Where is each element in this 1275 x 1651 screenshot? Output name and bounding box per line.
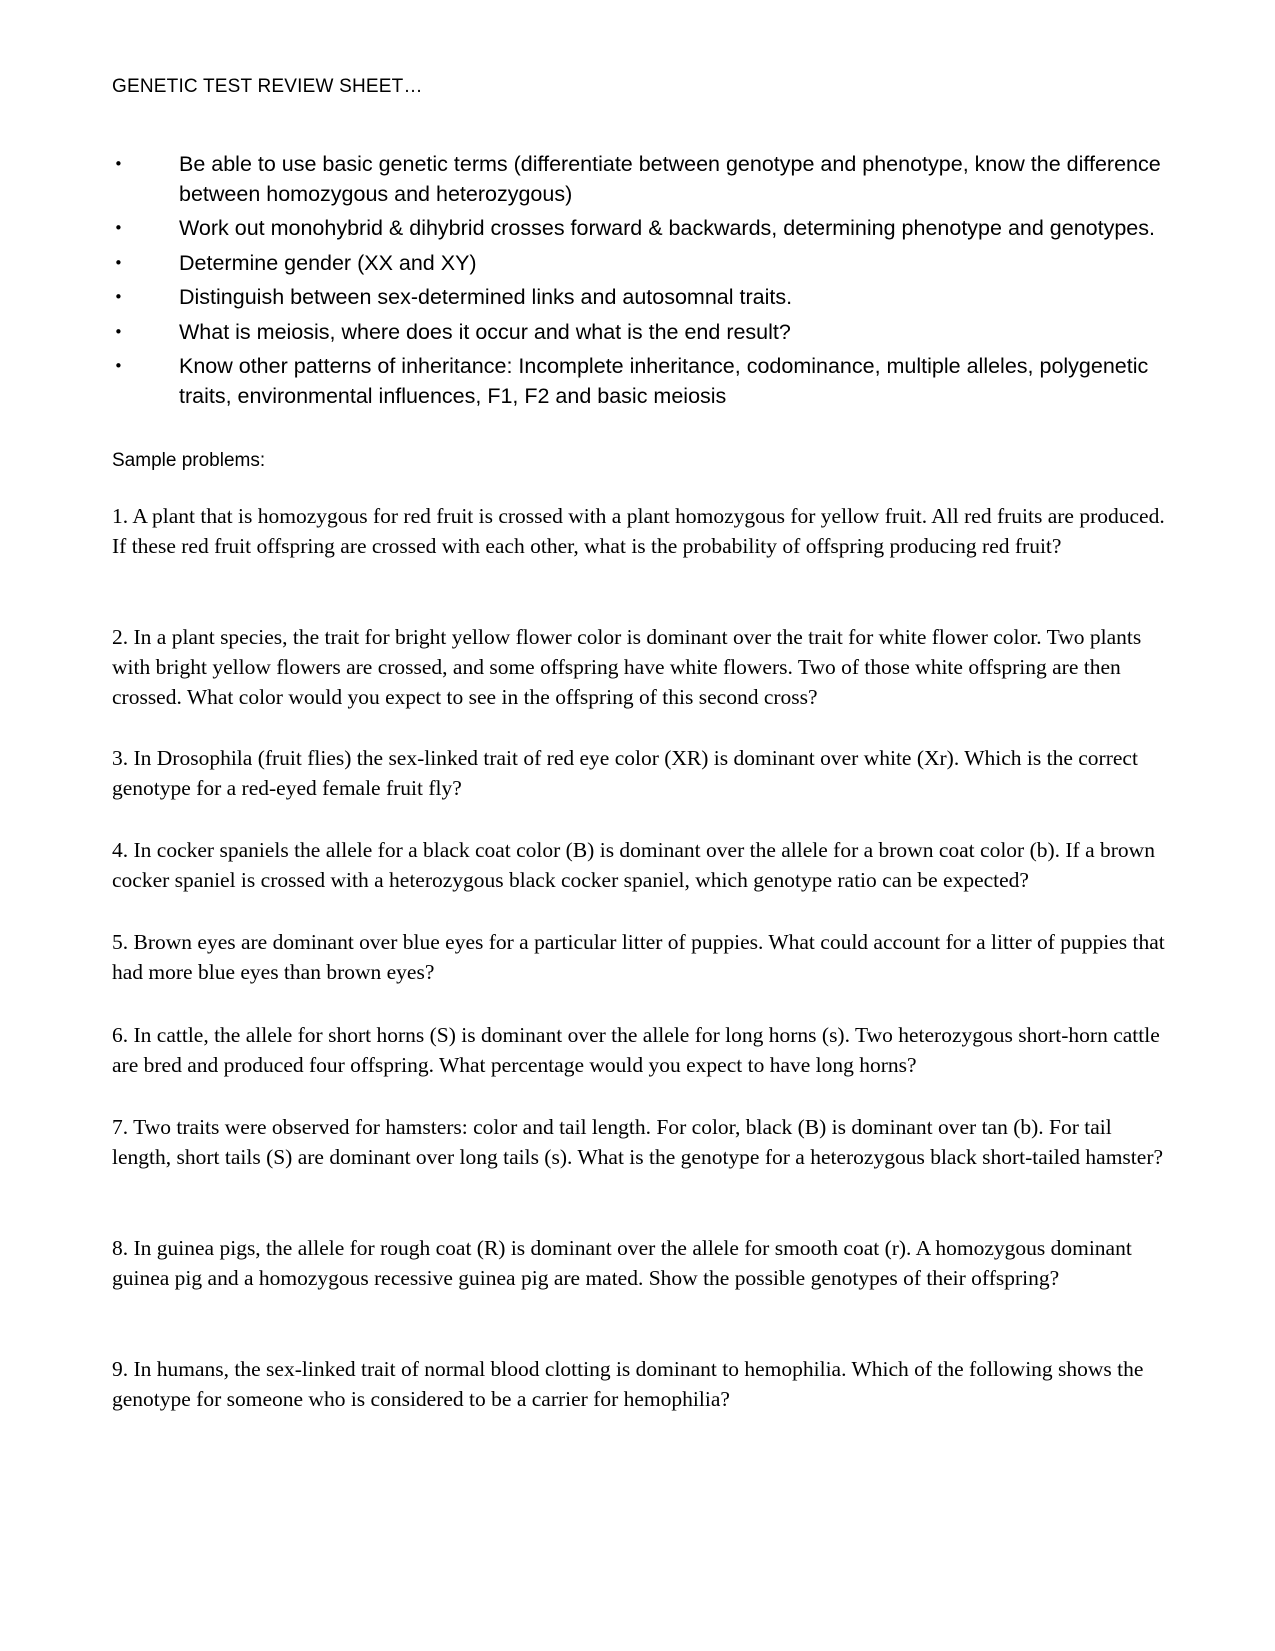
bullet-icon: • <box>114 288 123 306</box>
objective-text: Distinguish between sex-determined links and autosomnal traits. <box>179 285 793 309</box>
objective-item <box>112 283 1162 313</box>
problem-6: 6. In cattle, the allele for short horns (S) is dominant over the allele for long horns (s). Two heterozygous short-horn cattle are bred and produced four offspring. What percentage would you expect to have long horns? <box>112 1023 1160 1077</box>
objective-text: Work out monohybrid & dihybrid crosses forward & backwards, determining phenotype and genotypes. <box>179 216 1155 240</box>
problem-2: 2. In a plant species, the trait for bright yellow flower color is dominant over the trait for white flower color. Two plants with bright yellow flowers are crossed, and some offspring have white flowers. Two of those white offspring are then crossed. What color would you expect to see in the offspring of this second cross? <box>112 625 1142 709</box>
bullet-icon: • <box>114 322 123 341</box>
problem-3: 3. In Drosophila (fruit flies) the sex-linked trait of red eye color (XR) is dominant over white (Xr). Which is the correct genotype for a red-eyed female fruit fly? <box>112 746 1138 800</box>
objective-text: Determine gender (XX and XY) <box>179 250 477 275</box>
problem-9: 9. In humans, the sex-linked trait of normal blood clotting is dominant to hemophilia. Which of the following shows the genotype for someone who is considered to be a carrier for hemophilia? <box>112 1357 1144 1411</box>
problem-5: 5. Brown eyes are dominant over blue eyes for a particular litter of puppies. What could account for a litter of puppies that had more blue eyes than brown eyes? <box>112 930 1165 984</box>
objective-text: Be able to use basic genetic terms (differentiate between genotype and phenotype, know the difference between homozygous and heterozygous) <box>179 152 1161 206</box>
objective-item <box>112 214 1162 244</box>
bullet-icon: • <box>114 155 123 173</box>
objective-item <box>112 150 1162 209</box>
bullet-icon: • <box>114 357 123 375</box>
objective-text: Know other patterns of inheritance: Incomplete inheritance, codominance, multiple alleles, polygenetic traits, environmental influences, F1, F2 and basic meiosis <box>179 354 1149 408</box>
bullet-icon: • <box>114 253 123 272</box>
sample-problems-heading: Sample problems: <box>112 450 266 471</box>
document-title: GENETIC TEST REVIEW SHEET… <box>112 76 423 97</box>
objective-item <box>112 352 1162 411</box>
objective-text: What is meiosis, where does it occur and what is the end result? <box>179 319 791 344</box>
bullet-icon: • <box>114 219 123 237</box>
problem-8: 8. In guinea pigs, the allele for rough coat (R) is dominant over the allele for smooth coat (r). A homozygous dominant guinea pig and a homozygous recessive guinea pig are mated. Show the possible genotypes of their offspring? <box>112 1236 1132 1290</box>
problem-7: 7. Two traits were observed for hamsters: color and tail length. For color, black (B) is dominant over tan (b). For tail length, short tails (S) are dominant over long tails (s). What is the genotype for a heterozygous black short-tailed hamster? <box>112 1115 1164 1169</box>
problem-1: 1. A plant that is homozygous for red fruit is crossed with a plant homozygous for yellow fruit. All red fruits are produced. If these red fruit offspring are crossed with each other, what is the probability of offspring producing red fruit? <box>112 504 1165 558</box>
objective-item <box>112 318 1162 348</box>
problem-4: 4. In cocker spaniels the allele for a black coat color (B) is dominant over the allele for a brown coat color (b). If a brown cocker spaniel is crossed with a heterozygous black cocker spaniel, which genotype ratio can be expected? <box>112 838 1155 892</box>
objectives-list <box>112 150 1162 416</box>
objective-item <box>112 249 1162 279</box>
